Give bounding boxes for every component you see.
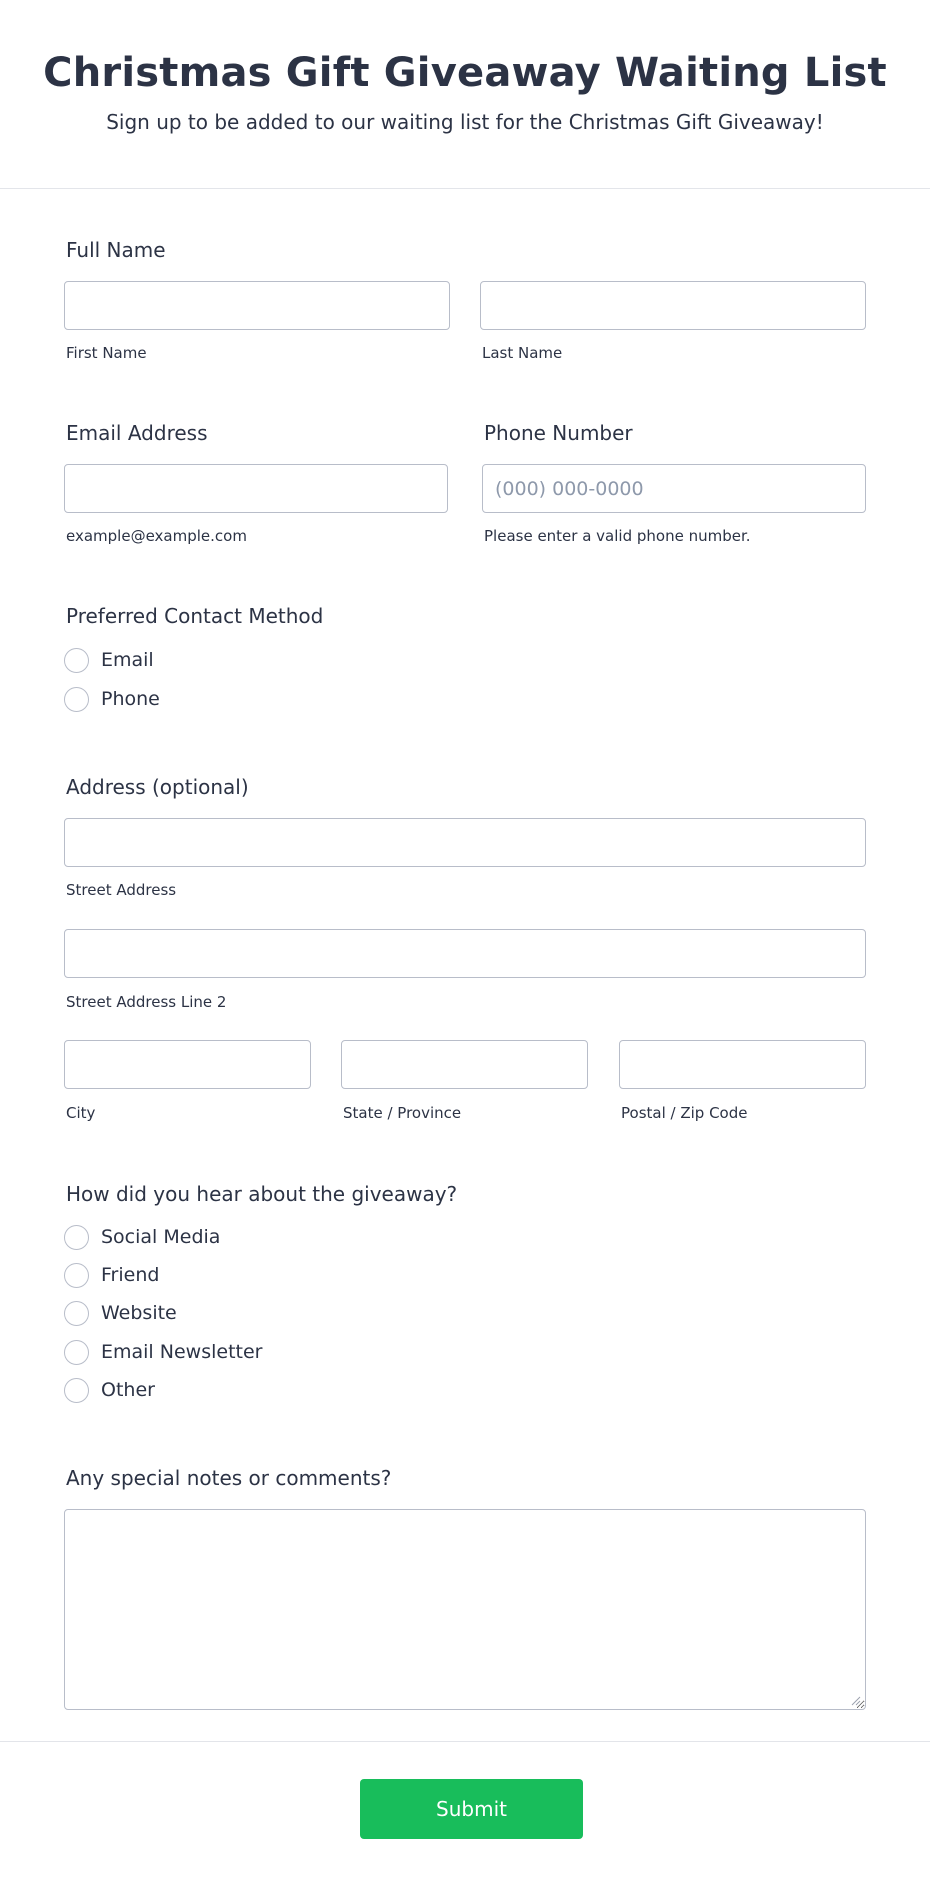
page-title: Christmas Gift Giveaway Waiting List (43, 50, 887, 96)
footer-divider (0, 1741, 930, 1742)
contact-method-label: Preferred Contact Method (66, 604, 324, 628)
referral-option-label: Social Media (101, 1226, 221, 1248)
last-name-input[interactable] (480, 281, 866, 330)
referral-option-friend[interactable] (64, 1262, 159, 1288)
phone-sublabel: Please enter a valid phone number. (484, 527, 751, 545)
last-name-sublabel: Last Name (482, 344, 563, 362)
referral-option-label: Website (101, 1302, 177, 1324)
zip-input[interactable] (619, 1040, 866, 1089)
email-input[interactable] (64, 464, 448, 513)
contact-option-phone[interactable] (64, 686, 160, 712)
referral-option-other[interactable] (64, 1377, 155, 1403)
radio-circle-icon[interactable] (64, 1301, 89, 1326)
full-name-label: Full Name (66, 238, 166, 262)
street-address-2-input[interactable] (64, 929, 866, 978)
form-header (0, 0, 930, 189)
radio-circle-icon[interactable] (64, 1378, 89, 1403)
address-label: Address (optional) (66, 775, 249, 799)
first-name-sublabel: First Name (66, 344, 147, 362)
resize-grip-icon[interactable] (849, 1694, 861, 1706)
referral-option-label: Other (101, 1379, 155, 1401)
street-address-2-sublabel: Street Address Line 2 (66, 993, 227, 1011)
contact-option-email[interactable] (64, 647, 154, 673)
page-subtitle: Sign up to be added to our waiting list for the Christmas Gift Giveaway! (106, 110, 824, 134)
comments-textarea[interactable] (64, 1509, 866, 1710)
phone-label: Phone Number (484, 421, 633, 445)
contact-option-label: Email (101, 649, 154, 671)
city-input[interactable] (64, 1040, 311, 1089)
referral-option-label: Email Newsletter (101, 1341, 263, 1363)
referral-option-website[interactable] (64, 1300, 177, 1326)
street-address-sublabel: Street Address (66, 881, 177, 899)
referral-option-label: Friend (101, 1264, 160, 1286)
referral-option-social-media[interactable] (64, 1224, 220, 1250)
state-input[interactable] (341, 1040, 588, 1089)
radio-circle-icon[interactable] (64, 648, 89, 673)
email-label: Email Address (66, 421, 208, 445)
radio-circle-icon[interactable] (64, 1340, 89, 1365)
referral-label: How did you hear about the giveaway? (66, 1182, 458, 1206)
radio-circle-icon[interactable] (64, 1263, 89, 1288)
comments-label: Any special notes or comments? (66, 1466, 392, 1490)
referral-option-email-newsletter[interactable] (64, 1339, 262, 1365)
submit-button[interactable]: Submit (360, 1779, 583, 1839)
email-sublabel: example@example.com (66, 527, 247, 545)
radio-circle-icon[interactable] (64, 687, 89, 712)
city-sublabel: City (66, 1104, 96, 1122)
radio-circle-icon[interactable] (64, 1225, 89, 1250)
contact-option-label: Phone (101, 688, 160, 710)
first-name-input[interactable] (64, 281, 450, 330)
street-address-input[interactable] (64, 818, 866, 867)
phone-input[interactable] (482, 464, 866, 513)
state-sublabel: State / Province (343, 1104, 462, 1122)
zip-sublabel: Postal / Zip Code (621, 1104, 748, 1122)
